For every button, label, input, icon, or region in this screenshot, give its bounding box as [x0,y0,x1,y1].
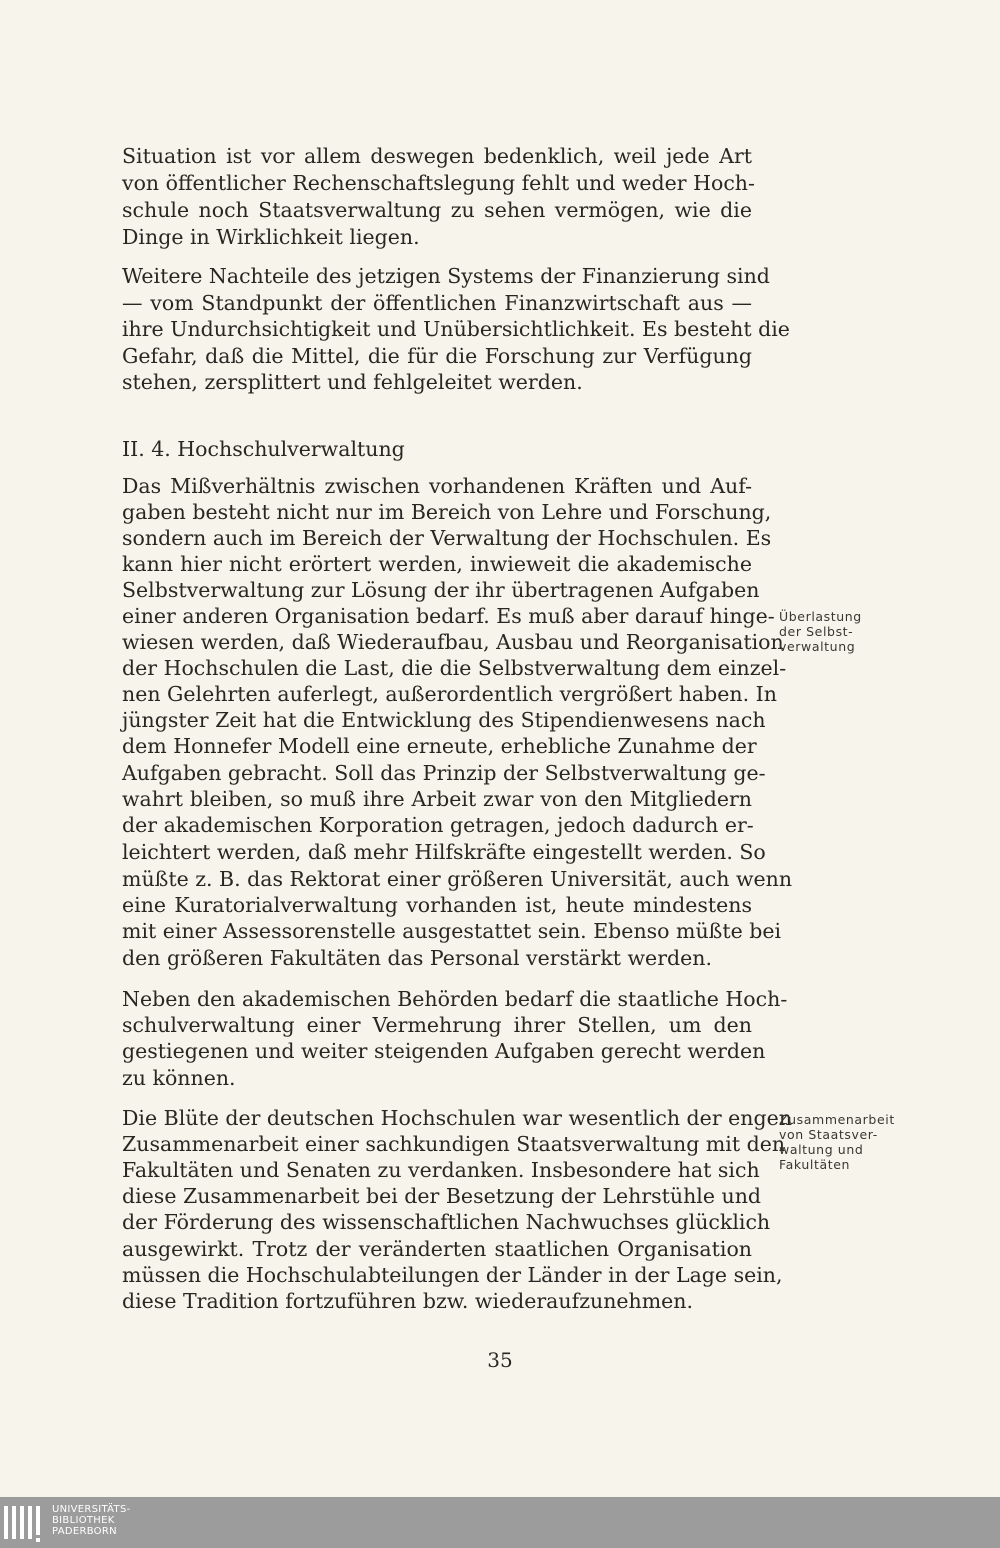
body-line: jüngster Zeit hat die Entwicklung des Stipendienwesens nach [122,708,766,732]
margin-note-line: Zusammenarbeit [779,1112,895,1127]
body-line: der Hochschulen die Last, die die Selbstverwaltung dem einzel- [122,656,787,680]
body-line: gestiegenen und weiter steigenden Aufgaben gerecht werden [122,1039,766,1063]
body-line: diese Zusammenarbeit bei der Besetzung der Lehrstühle und [122,1184,762,1208]
library-name-line: UNIVERSITÄTS- [52,1504,131,1515]
body-line: der Förderung des wissenschaftlichen Nachwuchses glücklich [122,1210,771,1234]
body-line: Situation ist vor allem deswegen bedenklich, weil jede Art [122,144,752,168]
body-line: zu können. [122,1066,236,1090]
body-line: Das Mißverhältnis zwischen vorhandenen Kräften und Auf- [122,474,752,498]
margin-note-line: verwaltung [779,639,856,654]
library-logo-icon [0,1497,48,1548]
body-line: einer anderen Organisation bedarf. Es muß aber darauf hinge- [122,604,775,628]
body-line: diese Tradition fortzuführen bzw. wiederaufzunehmen. [122,1289,694,1313]
body-line: Die Blüte der deutschen Hochschulen war wesentlich der engen [122,1106,792,1130]
body-line: Fakultäten und Senaten zu verdanken. Insbesondere hat sich [122,1158,760,1182]
body-line: ihre Undurchsichtigkeit und Unübersichtlichkeit. Es besteht die [122,317,790,341]
body-line: von öffentlicher Rechenschaftslegung fehlt und weder Hoch- [122,171,755,195]
section-heading: II. 4. Hochschulverwaltung [122,437,405,461]
body-line: nen Gelehrten auferlegt, außerordentlich vergrößert haben. In [122,682,777,706]
library-name [52,1504,131,1537]
body-line: wahrt bleiben, so muß ihre Arbeit zwar von den Mitgliedern [122,787,752,811]
body-line: schule noch Staatsverwaltung zu sehen vermögen, wie die [122,198,752,222]
body-line: Gefahr, daß die Mittel, die für die Forschung zur Verfügung [122,344,752,368]
body-line: Neben den akademischen Behörden bedarf die staatliche Hoch- [122,987,788,1011]
page-number: 35 [487,1348,513,1372]
body-line: Dinge in Wirklichkeit liegen. [122,225,420,249]
body-line: Aufgaben gebracht. Soll das Prinzip der Selbstverwaltung ge- [122,761,766,785]
body-line: kann hier nicht erörtert werden, inwieweit die akademische [122,552,752,576]
margin-note-zusammenarbeit [779,1112,899,1172]
body-line: Weitere Nachteile des jetzigen Systems der Finanzierung sind [122,264,770,288]
body-line: ausgewirkt. Trotz der veränderten staatlichen Organisation [122,1237,752,1261]
margin-note-line: waltung und [779,1142,864,1157]
margin-note-ueberlastung [779,609,899,654]
margin-note-line: Überlastung [779,609,862,624]
body-line: mit einer Assessorenstelle ausgestattet sein. Ebenso müßte bei [122,919,782,943]
body-line: Zusammenarbeit einer sachkundigen Staatsverwaltung mit den [122,1132,786,1156]
body-line: stehen, zersplittert und fehlgeleitet werden. [122,370,583,394]
body-line: müßte z. B. das Rektorat einer größeren Universität, auch wenn [122,867,793,891]
library-name-line: PADERBORN [52,1526,117,1537]
margin-note-line: von Staatsver- [779,1127,878,1142]
body-line: müssen die Hochschulabteilungen der Länder in der Lage sein, [122,1263,783,1287]
margin-note-line: der Selbst- [779,624,854,639]
body-line: dem Honnefer Modell eine erneute, erhebliche Zunahme der [122,734,757,758]
body-line: gaben besteht nicht nur im Bereich von Lehre und Forschung, [122,500,772,524]
body-line: — vom Standpunkt der öffentlichen Finanzwirtschaft aus — [122,291,752,315]
margin-note-line: Fakultäten [779,1157,851,1172]
body-line: schulverwaltung einer Vermehrung ihrer Stellen, um den [122,1013,752,1037]
body-line: eine Kuratorialverwaltung vorhanden ist, heute mindestens [122,893,752,917]
library-name-line: BIBLIOTHEK [52,1515,115,1526]
library-footer [0,1497,1000,1548]
body-line: den größeren Fakultäten das Personal verstärkt werden. [122,946,712,970]
body-line: Selbstverwaltung zur Lösung der ihr übertragenen Aufgaben [122,578,760,602]
body-line: der akademischen Korporation getragen, jedoch dadurch er- [122,813,754,837]
body-line: sondern auch im Bereich der Verwaltung der Hochschulen. Es [122,526,772,550]
body-line: leichtert werden, daß mehr Hilfskräfte eingestellt werden. So [122,840,766,864]
body-line: wiesen werden, daß Wiederaufbau, Ausbau und Reorganisation [122,630,784,654]
